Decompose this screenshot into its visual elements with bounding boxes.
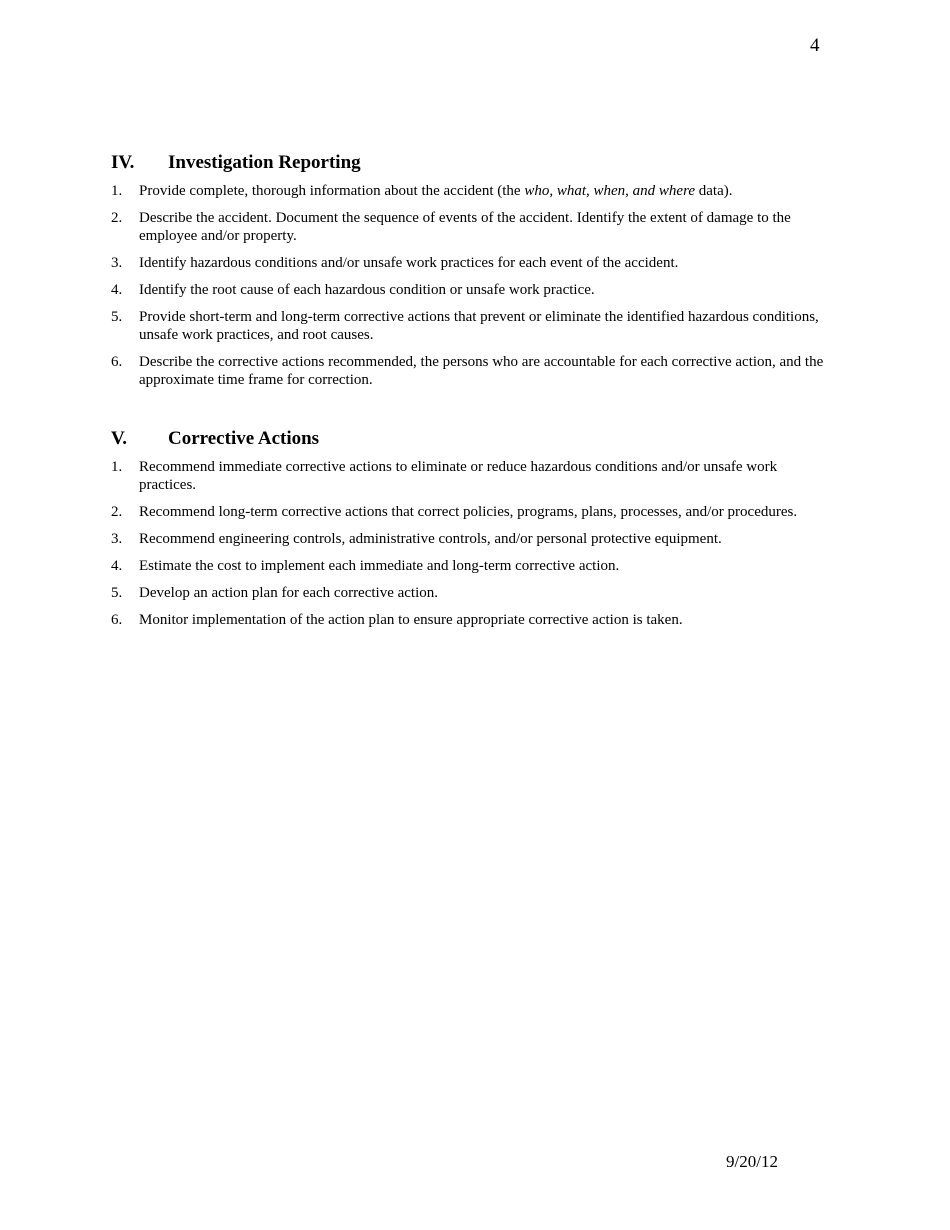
item-text: Describe the accident. Document the sequence of events of the accident. Identify the extent of damage to the employee and/or property. bbox=[139, 210, 791, 244]
list-item bbox=[111, 308, 831, 344]
list-item bbox=[111, 557, 831, 575]
item-number: 2. bbox=[111, 210, 123, 226]
section-heading bbox=[111, 426, 831, 450]
item-number: 5. bbox=[111, 309, 123, 325]
item-text: Identify the root cause of each hazardous condition or unsafe work practice. bbox=[139, 282, 595, 298]
section-title: Corrective Actions bbox=[168, 428, 320, 449]
item-number: 6. bbox=[111, 612, 123, 628]
item-number: 4. bbox=[111, 282, 123, 298]
item-number: 3. bbox=[111, 531, 123, 547]
list-item bbox=[111, 503, 831, 521]
item-text: Recommend engineering controls, administrative controls, and/or personal protective equipment. bbox=[139, 531, 722, 547]
item-text: Recommend immediate corrective actions to eliminate or reduce hazardous conditions and/or unsafe work practices. bbox=[139, 459, 778, 493]
item-text-part: Provide complete, thorough information about the accident (the bbox=[139, 183, 525, 199]
list-item bbox=[111, 182, 831, 200]
list-item bbox=[111, 458, 831, 494]
item-number: 3. bbox=[111, 255, 123, 271]
list-item bbox=[111, 281, 831, 299]
item-text: Develop an action plan for each corrective action. bbox=[139, 585, 439, 601]
section-numeral: IV. bbox=[111, 152, 135, 173]
item-number: 1. bbox=[111, 183, 123, 199]
item-text: Identify hazardous conditions and/or unsafe work practices for each event of the accident. bbox=[139, 255, 679, 271]
page-number: 4 bbox=[810, 35, 820, 56]
section-corrective-actions bbox=[111, 426, 831, 629]
section-heading bbox=[111, 150, 831, 174]
list-item bbox=[111, 584, 831, 602]
item-number: 6. bbox=[111, 354, 123, 370]
item-number: 5. bbox=[111, 585, 123, 601]
item-text-part: data). bbox=[695, 183, 733, 199]
section-investigation-reporting bbox=[111, 150, 831, 389]
item-text: Estimate the cost to implement each immediate and long-term corrective action. bbox=[139, 558, 620, 574]
list-item bbox=[111, 209, 831, 245]
item-number: 2. bbox=[111, 504, 123, 520]
list-item bbox=[111, 254, 831, 272]
item-text: Provide short-term and long-term corrective actions that prevent or eliminate the identified hazardous conditions, unsafe work practices, and root causes. bbox=[139, 309, 819, 343]
item-text: Describe the corrective actions recommended, the persons who are accountable for each corrective action, and the approximate time frame for correction. bbox=[139, 354, 824, 388]
section-title: Investigation Reporting bbox=[168, 152, 361, 173]
list-item bbox=[111, 611, 831, 629]
list-item bbox=[111, 353, 831, 389]
item-number: 1. bbox=[111, 459, 123, 475]
section-numeral: V. bbox=[111, 428, 128, 449]
item-number: 4. bbox=[111, 558, 123, 574]
list-item bbox=[111, 530, 831, 548]
item-text: Recommend long-term corrective actions that correct policies, programs, plans, processes, and/or procedures. bbox=[139, 504, 798, 520]
footer-date: 9/20/12 bbox=[726, 1152, 778, 1171]
item-text: Monitor implementation of the action plan to ensure appropriate corrective action is taken. bbox=[139, 612, 683, 628]
item-text-italic: who, what, when, and where bbox=[524, 183, 696, 199]
item-text bbox=[139, 183, 733, 199]
